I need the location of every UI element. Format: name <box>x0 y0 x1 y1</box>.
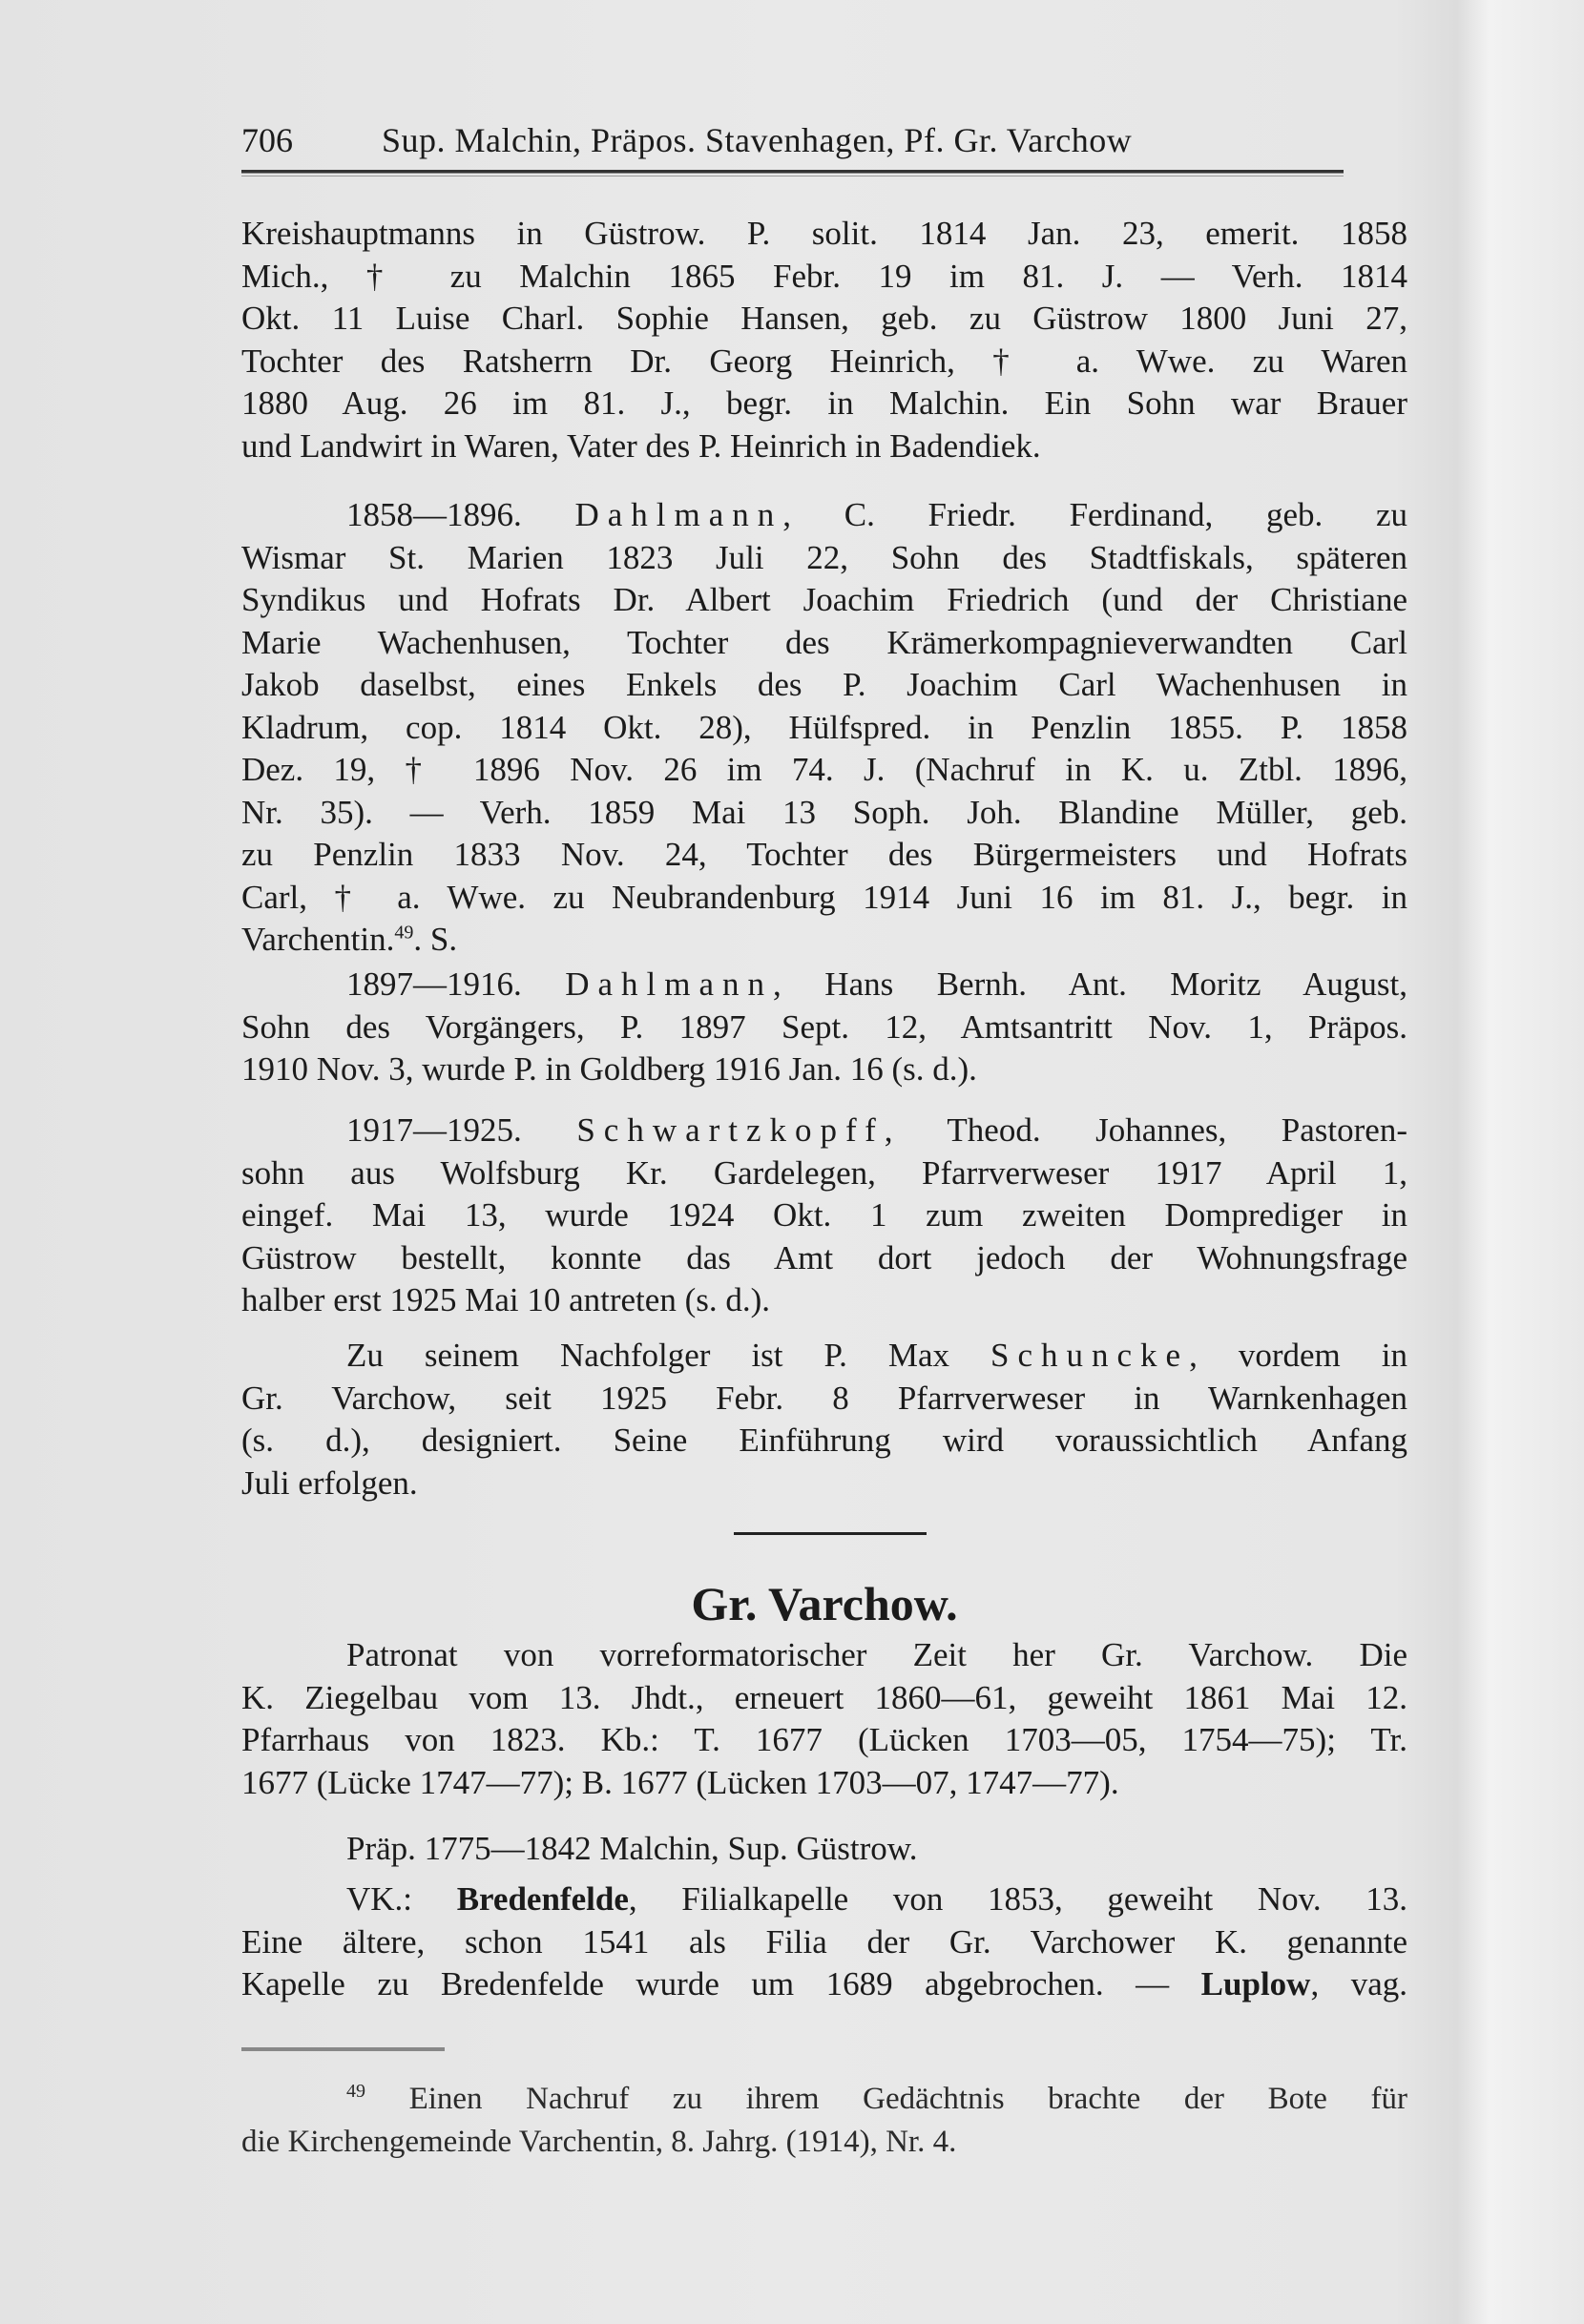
text-segment: Wismar St. Marien 1823 Juli 22, Sohn des Stadtfiskals, späteren <box>241 538 1407 576</box>
text-segment: Kapelle zu Bredenfelde wurde um 1689 abgebrochen. — <box>241 1965 1201 2002</box>
header-rule <box>241 170 1344 174</box>
spaced-name: Schwartzkopff <box>576 1111 885 1149</box>
text-segment: Gr. Varchow, seit 1925 Febr. 8 Pfarrverweser in Warnkenhagen <box>241 1379 1407 1417</box>
text-segment: Juli erfolgen. <box>241 1463 418 1502</box>
text-segment: Marie Wachenhusen, Tochter des Krämerkompagnieverwandten Carl <box>241 623 1407 661</box>
text-segment: Sohn des Vorgängers, P. 1897 Sept. 12, Amtsantritt Nov. 1, Präpos. <box>241 1007 1407 1046</box>
footnote-marker: 49 <box>394 922 414 944</box>
text-line <box>241 1006 1407 1049</box>
text-line <box>241 2121 1407 2164</box>
text-segment: 1677 (Lücke 1747—77); B. 1677 (Lücken 1703—07, 1747—77). <box>241 1763 1119 1801</box>
text-segment: . S. <box>413 921 458 958</box>
text-line <box>241 1279 1407 1322</box>
text-line <box>241 707 1407 750</box>
text-line <box>241 1152 1407 1195</box>
text-segment: Präp. 1775—1842 Malchin, Sup. Güstrow. <box>346 1830 918 1867</box>
running-title: Sup. Malchin, Präpos. Stavenhagen, Pf. Gr. Varchow <box>382 121 1133 159</box>
text-line <box>241 579 1407 622</box>
text-segment: (s. d.), designiert. Seine Einführung wird voraussichtlich Anfang <box>241 1421 1407 1459</box>
text-line <box>241 919 1407 962</box>
text-line <box>241 792 1407 835</box>
text-line <box>241 537 1407 580</box>
text-line <box>241 1963 1407 2006</box>
text-line <box>241 1110 1407 1152</box>
text-segment: halber erst 1925 Mai 10 antreten (s. d.). <box>241 1281 771 1318</box>
text-segment: Einen Nachruf zu ihrem Gedächtnis brachte der Bote für <box>365 2082 1407 2116</box>
section-heading: Gr. Varchow. <box>691 1577 958 1630</box>
spaced-name: Dahlmann <box>574 496 783 533</box>
text-segment: Eine ältere, schon 1541 als Filia der Gr. Varchower K. genannte <box>241 1922 1407 1961</box>
text-segment: Varchentin. <box>241 921 395 958</box>
text-line <box>241 425 1407 468</box>
text-line <box>241 1719 1407 1762</box>
text-segment: die Kirchengemeinde Varchentin, 8. Jahrg. (1914), Nr. 4. <box>241 2124 957 2159</box>
text-line <box>241 1921 1407 1964</box>
text-line <box>241 1634 1407 1677</box>
bold-place-name: Luplow <box>1200 1965 1311 2002</box>
text-segment: Zu seinem Nachfolger ist P. Max <box>346 1337 991 1374</box>
entry-dahlmann-1897 <box>241 964 1407 1091</box>
text-segment: Syndikus und Hofrats Dr. Albert Joachim Friedrich (und der Christiane <box>241 581 1407 618</box>
text-segment: , Hans Bernh. Ant. Moritz August, <box>773 965 1408 1003</box>
text-line <box>241 1677 1407 1720</box>
footnote-rule <box>241 2047 445 2051</box>
text-segment: , vordem in <box>1189 1337 1407 1374</box>
text-line <box>241 298 1407 341</box>
text-segment: 1880 Aug. 26 im 81. J., begr. in Malchin. Ein Sohn war Brauer <box>241 384 1407 422</box>
text-segment: Okt. 11 Luise Charl. Sophie Hansen, geb. zu Güstrow 1800 Juni 27, <box>241 300 1407 337</box>
text-segment: , Theod. Johannes, Pastoren- <box>884 1111 1407 1149</box>
text-line <box>241 1420 1407 1463</box>
text-line <box>241 1194 1407 1237</box>
text-segment: VK.: <box>346 1880 457 1918</box>
entry-dahlmann-1858 <box>241 494 1407 962</box>
text-segment: Carl, † a. Wwe. zu Neubrandenburg 1914 Juni 16 im 81. J., begr. in <box>241 878 1407 916</box>
text-segment: sohn aus Wolfsburg Kr. Gardelegen, Pfarrverweser 1917 April 1, <box>241 1153 1407 1192</box>
text-line <box>241 1762 1407 1805</box>
text-segment: Mich., † zu Malchin 1865 Febr. 19 im 81. J. — Verh. 1814 <box>241 257 1407 295</box>
section-divider <box>734 1532 927 1535</box>
text-line <box>241 1378 1407 1421</box>
paragraph-continuation <box>241 213 1407 467</box>
paragraph-patronat <box>241 1634 1407 1804</box>
text-segment: eingef. Mai 13, wurde 1924 Okt. 1 zum zweiten Domprediger in <box>241 1196 1407 1234</box>
text-line <box>241 964 1407 1006</box>
text-segment: Dez. 19, † 1896 Nov. 26 im 74. J. (Nachruf in K. u. Ztbl. 1896, <box>241 751 1407 788</box>
text-segment: 1917—1925. <box>346 1111 577 1149</box>
text-segment: Güstrow bestellt, konnte das Amt dort jedoch der Wohnungsfrage <box>241 1238 1407 1276</box>
spaced-name: Schuncke <box>990 1337 1190 1374</box>
text-segment: , C. Friedr. Ferdinand, geb. zu <box>782 496 1408 533</box>
text-line <box>241 877 1407 920</box>
text-segment: , Filialkapelle von 1853, geweiht Nov. 13. <box>628 1880 1408 1918</box>
text-line <box>241 213 1407 256</box>
text-line <box>241 622 1407 665</box>
text-line <box>241 1878 1407 1921</box>
text-segment: Patronat von vorreformatorischer Zeit her Gr. Varchow. Die <box>346 1636 1407 1673</box>
text-line <box>241 664 1407 707</box>
text-segment: K. Ziegelbau vom 13. Jhdt., erneuert 1860—61, geweiht 1861 Mai 12. <box>241 1678 1407 1716</box>
text-line <box>241 256 1407 299</box>
text-line <box>241 749 1407 792</box>
paragraph-successor <box>241 1335 1407 1504</box>
text-segment: Kreishauptmanns in Güstrow. P. solit. 1814 Jan. 23, emerit. 1858 <box>241 215 1407 252</box>
text-segment: und Landwirt in Waren, Vater des P. Heinrich in Badendiek. <box>241 426 1041 465</box>
text-segment: 1910 Nov. 3, wurde P. in Goldberg 1916 Jan. 16 (s. d.). <box>241 1050 977 1088</box>
text-line <box>241 2078 1407 2121</box>
paragraph-vk <box>241 1878 1407 2006</box>
text-segment: Pfarrhaus von 1823. Kb.: T. 1677 (Lücken 1703—05, 1754—75); Tr. <box>241 1721 1407 1758</box>
bold-place-name: Bredenfelde <box>456 1880 629 1918</box>
text-segment: zu Penzlin 1833 Nov. 24, Tochter des Bürgermeisters und Hofrats <box>241 836 1407 873</box>
text-line <box>241 383 1407 425</box>
running-header <box>241 120 1344 168</box>
footnote <box>241 2078 1407 2163</box>
text-segment: Tochter des Ratsherrn Dr. Georg Heinrich, † a. Wwe. zu Waren <box>241 342 1407 380</box>
text-segment: Nr. 35). — Verh. 1859 Mai 13 Soph. Joh. Blandine Müller, geb. <box>241 793 1407 831</box>
paragraph-praep <box>241 1828 1407 1871</box>
text-line <box>241 1463 1407 1505</box>
footnote-marker: 49 <box>346 2081 365 2102</box>
spaced-name: Dahlmann <box>565 965 774 1003</box>
page-number: 706 <box>241 121 293 159</box>
text-line <box>241 1828 1407 1871</box>
text-line <box>241 1237 1407 1280</box>
text-segment: Kladrum, cop. 1814 Okt. 28), Hülfspred. in Penzlin 1855. P. 1858 <box>241 708 1407 746</box>
text-line <box>241 1048 1407 1091</box>
text-line <box>241 1335 1407 1378</box>
text-line <box>241 341 1407 384</box>
text-segment: 1897—1916. <box>346 965 566 1003</box>
text-line <box>241 834 1407 877</box>
text-segment: Jakob daselbst, eines Enkels des P. Joachim Carl Wachenhusen in <box>241 666 1407 703</box>
text-line <box>241 494 1407 537</box>
entry-schwartzkopff-1917 <box>241 1110 1407 1322</box>
text-segment: 1858—1896. <box>346 496 575 533</box>
text-segment: , vag. <box>1310 1965 1407 2002</box>
